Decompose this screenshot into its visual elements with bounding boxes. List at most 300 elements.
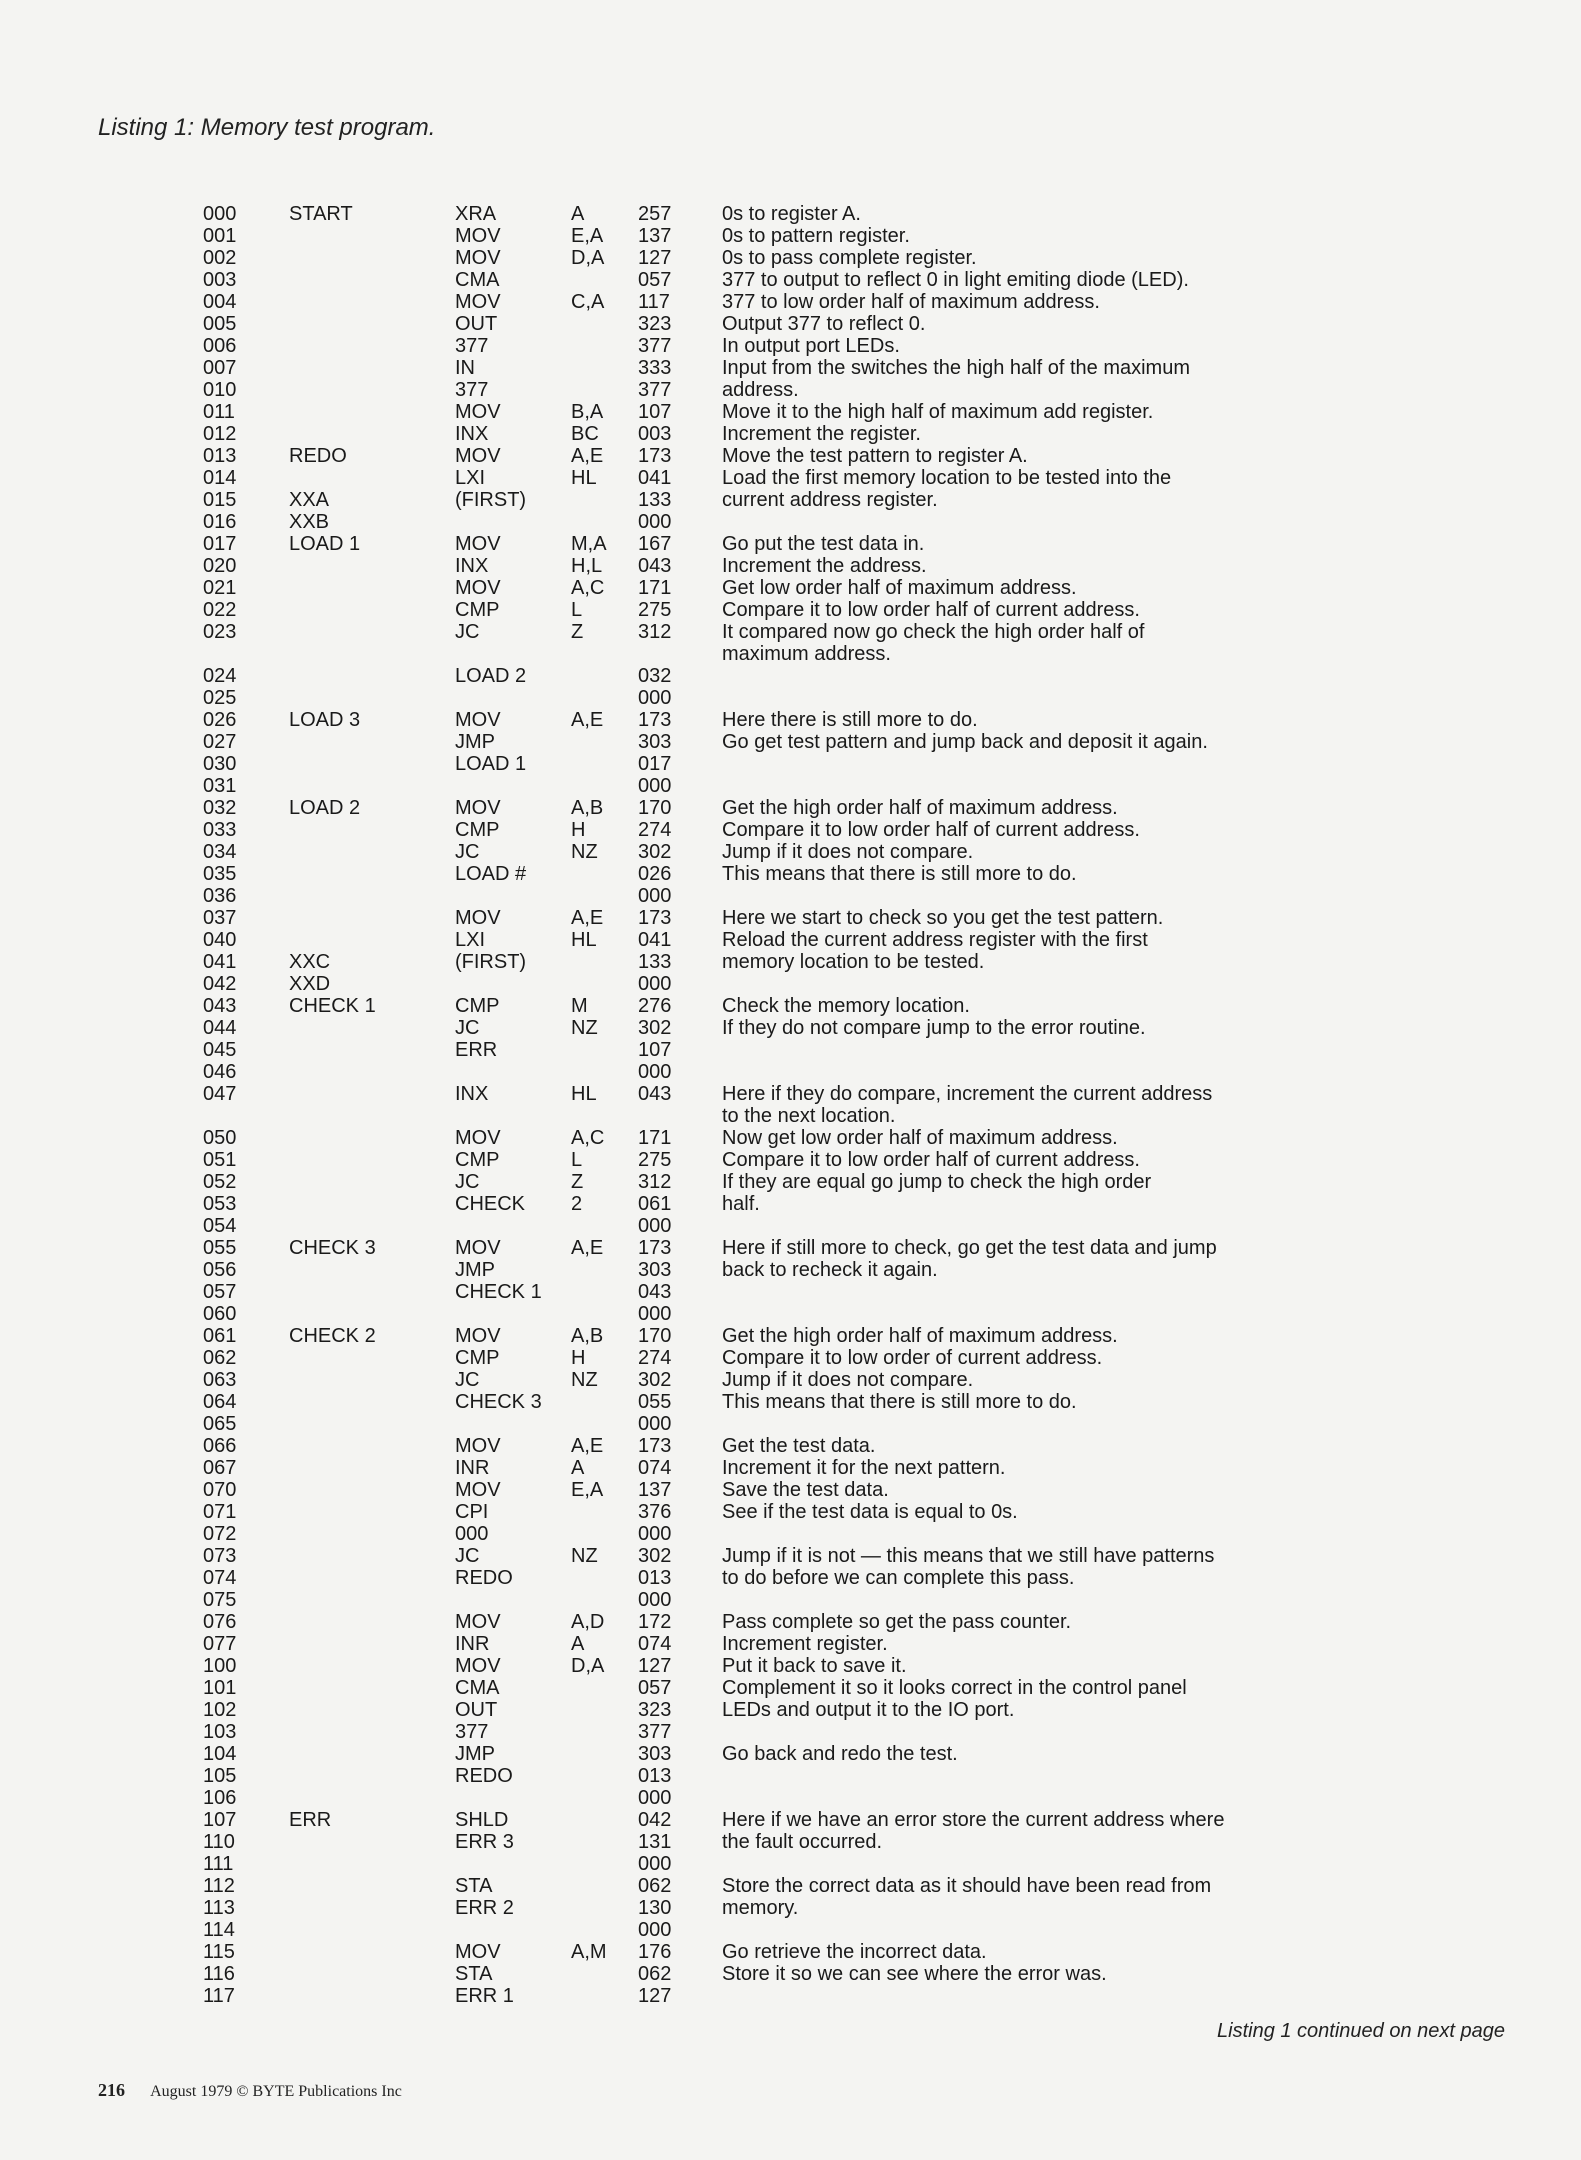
listing-comment: This means that there is still more to do. <box>722 863 1077 885</box>
listing-row <box>0 1127 1581 1149</box>
listing-address: 003 <box>203 269 237 291</box>
listing-opcode: INX <box>455 1083 489 1105</box>
listing-row <box>0 577 1581 599</box>
listing-octal-code: 133 <box>638 489 672 511</box>
listing-row <box>0 1743 1581 1765</box>
listing-opcode: STA <box>455 1875 493 1897</box>
listing-row <box>0 863 1581 885</box>
listing-opcode: LXI <box>455 467 486 489</box>
listing-row <box>0 379 1581 401</box>
listing-operand: A <box>571 1633 585 1655</box>
listing-address: 037 <box>203 907 237 929</box>
listing-octal-code: 173 <box>638 445 672 467</box>
listing-address: 020 <box>203 555 237 577</box>
listing-octal-code: 043 <box>638 1281 672 1303</box>
listing-comment: Compare it to low order half of current address. <box>722 819 1140 841</box>
listing-address: 102 <box>203 1699 237 1721</box>
listing-address: 024 <box>203 665 237 687</box>
listing-row <box>0 1589 1581 1611</box>
listing-opcode: LXI <box>455 929 486 951</box>
listing-address: 101 <box>203 1677 237 1699</box>
listing-row <box>0 533 1581 555</box>
listing-label: CHECK 3 <box>289 1237 376 1259</box>
listing-comment: Jump if it is not — this means that we still have patterns <box>722 1545 1215 1567</box>
listing-opcode: LOAD 1 <box>455 753 527 775</box>
listing-address: 042 <box>203 973 237 995</box>
listing-opcode: CMA <box>455 1677 500 1699</box>
listing-address: 063 <box>203 1369 237 1391</box>
listing-operand: A,B <box>571 1325 604 1347</box>
listing-opcode: MOV <box>455 1127 501 1149</box>
listing-row <box>0 885 1581 907</box>
listing-operand: HL <box>571 929 597 951</box>
listing-row <box>0 995 1581 1017</box>
listing-comment: Load the first memory location to be tested into the <box>722 467 1172 489</box>
listing-octal-code: 062 <box>638 1963 672 1985</box>
listing-row <box>0 643 1581 665</box>
listing-operand: A,C <box>571 577 605 599</box>
listing-comment: Go get test pattern and jump back and deposit it again. <box>722 731 1208 753</box>
listing-operand: L <box>571 599 583 621</box>
listing-operand: D,A <box>571 247 605 269</box>
listing-address: 006 <box>203 335 237 357</box>
listing-operand: E,A <box>571 1479 604 1501</box>
listing-address: 064 <box>203 1391 237 1413</box>
listing-comment: Increment it for the next pattern. <box>722 1457 1006 1479</box>
listing-row <box>0 1567 1581 1589</box>
listing-row <box>0 1941 1581 1963</box>
listing-octal-code: 000 <box>638 1919 672 1941</box>
listing-address: 022 <box>203 599 237 621</box>
listing-comment: Reload the current address register with the first <box>722 929 1148 951</box>
listing-opcode: JMP <box>455 1743 495 1765</box>
listing-opcode: CMP <box>455 819 500 841</box>
listing-comment: See if the test data is equal to 0s. <box>722 1501 1018 1523</box>
listing-address: 053 <box>203 1193 237 1215</box>
listing-comment: 377 to low order half of maximum address. <box>722 291 1100 313</box>
listing-opcode: LOAD # <box>455 863 527 885</box>
listing-address: 062 <box>203 1347 237 1369</box>
listing-opcode: MOV <box>455 709 501 731</box>
listing-octal-code: 003 <box>638 423 672 445</box>
listing-opcode: JC <box>455 1171 480 1193</box>
listing-address: 103 <box>203 1721 237 1743</box>
listing-row <box>0 225 1581 247</box>
listing-address: 061 <box>203 1325 237 1347</box>
listing-label: LOAD 3 <box>289 709 361 731</box>
listing-row <box>0 423 1581 445</box>
listing-caption: Listing 1: Memory test program. <box>98 114 436 141</box>
listing-row <box>0 1721 1581 1743</box>
listing-operand: NZ <box>571 841 598 863</box>
listing-opcode: CHECK <box>455 1193 526 1215</box>
listing-operand: A <box>571 1457 585 1479</box>
listing-address: 072 <box>203 1523 237 1545</box>
listing-label: LOAD 1 <box>289 533 361 555</box>
listing-row <box>0 1765 1581 1787</box>
listing-address: 115 <box>203 1941 235 1963</box>
listing-address: 034 <box>203 841 237 863</box>
listing-octal-code: 062 <box>638 1875 672 1897</box>
listing-row <box>0 1259 1581 1281</box>
listing-row <box>0 621 1581 643</box>
listing-address: 036 <box>203 885 237 907</box>
listing-comment: Increment the address. <box>722 555 927 577</box>
listing-address: 073 <box>203 1545 237 1567</box>
listing-octal-code: 302 <box>638 841 672 863</box>
listing-octal-code: 107 <box>638 401 672 423</box>
listing-octal-code: 303 <box>638 731 672 753</box>
listing-octal-code: 032 <box>638 665 672 687</box>
listing-opcode: INR <box>455 1457 490 1479</box>
listing-opcode: 377 <box>455 335 489 357</box>
listing-octal-code: 302 <box>638 1545 672 1567</box>
listing-octal-code: 376 <box>638 1501 672 1523</box>
page-footer <box>98 2080 402 2101</box>
listing-opcode: CMP <box>455 995 500 1017</box>
listing-address: 111 <box>203 1853 234 1875</box>
listing-comment: Compare it to low order of current address. <box>722 1347 1103 1369</box>
listing-address: 052 <box>203 1171 237 1193</box>
listing-comment: Pass complete so get the pass counter. <box>722 1611 1072 1633</box>
listing-row <box>0 1501 1581 1523</box>
listing-comment: Here we start to check so you get the test pattern. <box>722 907 1164 929</box>
listing-operand: C,A <box>571 291 605 313</box>
listing-row <box>0 753 1581 775</box>
listing-row <box>0 599 1581 621</box>
listing-octal-code: 000 <box>638 885 672 907</box>
listing-comment: Go back and redo the test. <box>722 1743 958 1765</box>
listing-row <box>0 1325 1581 1347</box>
listing-operand: NZ <box>571 1545 598 1567</box>
listing-comment: Save the test data. <box>722 1479 889 1501</box>
listing-opcode: ERR <box>455 1039 498 1061</box>
listing-opcode: REDO <box>455 1567 513 1589</box>
listing-row <box>0 1281 1581 1303</box>
listing-octal-code: 117 <box>638 291 670 313</box>
listing-opcode: JC <box>455 1545 480 1567</box>
listing-opcode: MOV <box>455 1941 501 1963</box>
listing-row <box>0 951 1581 973</box>
listing-label: START <box>289 203 353 225</box>
listing-opcode: OUT <box>455 313 498 335</box>
listing-label: REDO <box>289 445 347 467</box>
listing-operand: E,A <box>571 225 604 247</box>
listing-address: 041 <box>203 951 237 973</box>
listing-opcode: (FIRST) <box>455 951 527 973</box>
listing-opcode: MOV <box>455 1237 501 1259</box>
listing-address: 067 <box>203 1457 237 1479</box>
listing-comment: 0s to register A. <box>722 203 861 225</box>
listing-row <box>0 401 1581 423</box>
listing-comment: Here there is still more to do. <box>722 709 978 731</box>
listing-octal-code: 000 <box>638 1523 672 1545</box>
listing-comment: the fault occurred. <box>722 1831 883 1853</box>
listing-opcode: CMP <box>455 1149 500 1171</box>
listing-opcode: MOV <box>455 533 501 555</box>
listing-octal-code: 133 <box>638 951 672 973</box>
listing-address: 017 <box>203 533 237 555</box>
listing-opcode: MOV <box>455 291 501 313</box>
listing-opcode: MOV <box>455 225 501 247</box>
listing-address: 100 <box>203 1655 237 1677</box>
listing-octal-code: 043 <box>638 1083 672 1105</box>
listing-address: 000 <box>203 203 237 225</box>
listing-octal-code: 055 <box>638 1391 672 1413</box>
listing-octal-code: 000 <box>638 1853 672 1875</box>
listing-comment: If they are equal go jump to check the high order <box>722 1171 1152 1193</box>
listing-octal-code: 312 <box>638 621 672 643</box>
listing-opcode: ERR 3 <box>455 1831 514 1853</box>
listing-operand: A,C <box>571 1127 605 1149</box>
listing-address: 056 <box>203 1259 237 1281</box>
listing-octal-code: 000 <box>638 1303 672 1325</box>
listing-opcode: MOV <box>455 797 501 819</box>
listing-row <box>0 665 1581 687</box>
listing-opcode: JMP <box>455 1259 495 1281</box>
listing-octal-code: 074 <box>638 1457 672 1479</box>
listing-address: 025 <box>203 687 237 709</box>
listing-address: 001 <box>203 225 237 247</box>
listing-address: 007 <box>203 357 237 379</box>
listing-address: 070 <box>203 1479 237 1501</box>
listing-comment: Here if we have an error store the current address where <box>722 1809 1225 1831</box>
listing-opcode: JC <box>455 841 480 863</box>
listing-address: 077 <box>203 1633 237 1655</box>
listing-address: 117 <box>203 1985 235 2007</box>
listing-comment: Compare it to low order half of current address. <box>722 599 1140 621</box>
listing-comment: If they do not compare jump to the error routine. <box>722 1017 1146 1039</box>
listing-comment: to do before we can complete this pass. <box>722 1567 1075 1589</box>
listing-row <box>0 1193 1581 1215</box>
listing-opcode: MOV <box>455 577 501 599</box>
listing-octal-code: 333 <box>638 357 672 379</box>
listing-octal-code: 000 <box>638 1787 672 1809</box>
listing-operand: NZ <box>571 1369 598 1391</box>
listing-operand: NZ <box>571 1017 598 1039</box>
listing-comment: Check the memory location. <box>722 995 970 1017</box>
listing-octal-code: 173 <box>638 907 672 929</box>
listing-row <box>0 1369 1581 1391</box>
listing-address: 066 <box>203 1435 237 1457</box>
listing-comment: Here if still more to check, go get the test data and jump <box>722 1237 1217 1259</box>
listing-address: 026 <box>203 709 237 731</box>
listing-address: 116 <box>203 1963 235 1985</box>
listing-octal-code: 130 <box>638 1897 672 1919</box>
listing-operand: HL <box>571 1083 597 1105</box>
listing-comment: Store it so we can see where the error was. <box>722 1963 1107 1985</box>
listing-row <box>0 1083 1581 1105</box>
listing-octal-code: 173 <box>638 709 672 731</box>
listing-opcode: 377 <box>455 379 489 401</box>
listing-comment: Get low order half of maximum address. <box>722 577 1077 599</box>
listing-octal-code: 127 <box>638 1655 672 1677</box>
listing-address: 113 <box>203 1897 235 1919</box>
listing-address: 057 <box>203 1281 237 1303</box>
listing-row <box>0 1061 1581 1083</box>
continued-note: Listing 1 continued on next page <box>1217 2020 1505 2042</box>
listing-octal-code: 041 <box>638 467 672 489</box>
listing-address: 043 <box>203 995 237 1017</box>
listing-operand: 2 <box>571 1193 583 1215</box>
listing-row <box>0 489 1581 511</box>
listing-row <box>0 269 1581 291</box>
listing-operand: A,B <box>571 797 604 819</box>
listing-row <box>0 841 1581 863</box>
listing-comment: Get the high order half of maximum address. <box>722 1325 1118 1347</box>
listing-address: 065 <box>203 1413 237 1435</box>
listing-opcode: MOV <box>455 907 501 929</box>
listing-octal-code: 303 <box>638 1743 672 1765</box>
listing-operand: M <box>571 995 588 1017</box>
listing-row <box>0 1237 1581 1259</box>
listing-opcode: CMA <box>455 269 500 291</box>
listing-address: 014 <box>203 467 237 489</box>
listing-octal-code: 043 <box>638 555 672 577</box>
listing-label: XXB <box>289 511 330 533</box>
listing-row <box>0 1633 1581 1655</box>
listing-row <box>0 1215 1581 1237</box>
listing-row <box>0 1831 1581 1853</box>
listing-opcode: CHECK 1 <box>455 1281 542 1303</box>
listing-octal-code: 000 <box>638 1413 672 1435</box>
listing-comment: to the next location. <box>722 1105 896 1127</box>
listing-comment: Jump if it does not compare. <box>722 1369 974 1391</box>
listing-comment: Store the correct data as it should have been read from <box>722 1875 1212 1897</box>
listing-address: 012 <box>203 423 237 445</box>
listing-opcode: JC <box>455 1017 480 1039</box>
listing-address: 044 <box>203 1017 237 1039</box>
listing-comment: Compare it to low order half of current address. <box>722 1149 1140 1171</box>
listing-octal-code: 274 <box>638 819 672 841</box>
listing-opcode: INX <box>455 555 489 577</box>
listing-opcode: (FIRST) <box>455 489 527 511</box>
listing-operand: Z <box>571 1171 584 1193</box>
listing-comment: 0s to pattern register. <box>722 225 910 247</box>
listing-octal-code: 172 <box>638 1611 672 1633</box>
listing-octal-code: 061 <box>638 1193 672 1215</box>
listing-row <box>0 203 1581 225</box>
listing-octal-code: 170 <box>638 797 672 819</box>
listing-row <box>0 1897 1581 1919</box>
listing-address: 010 <box>203 379 237 401</box>
listing-comment: address. <box>722 379 799 401</box>
listing-address: 112 <box>203 1875 235 1897</box>
listing-address: 030 <box>203 753 237 775</box>
listing-row <box>0 1303 1581 1325</box>
listing-comment: Complement it so it looks correct in the control panel <box>722 1677 1187 1699</box>
listing-address: 013 <box>203 445 237 467</box>
listing-row <box>0 709 1581 731</box>
listing-opcode: MOV <box>455 247 501 269</box>
listing-octal-code: 377 <box>638 379 672 401</box>
listing-opcode: XRA <box>455 203 497 225</box>
listing-row <box>0 731 1581 753</box>
listing-comment: Go put the test data in. <box>722 533 925 555</box>
listing-opcode: CPI <box>455 1501 489 1523</box>
listing-address: 055 <box>203 1237 237 1259</box>
listing-row <box>0 291 1581 313</box>
listing-octal-code: 276 <box>638 995 672 1017</box>
listing-comment: Go retrieve the incorrect data. <box>722 1941 987 1963</box>
listing-row <box>0 1171 1581 1193</box>
listing-octal-code: 171 <box>638 577 672 599</box>
listing-comment: 377 to output to reflect 0 in light emiting diode (LED). <box>722 269 1189 291</box>
listing-row <box>0 1435 1581 1457</box>
listing-octal-code: 000 <box>638 775 672 797</box>
listing-opcode: MOV <box>455 401 501 423</box>
listing-row <box>0 1611 1581 1633</box>
listing-row <box>0 1545 1581 1567</box>
listing-label: XXC <box>289 951 331 973</box>
listing-octal-code: 042 <box>638 1809 672 1831</box>
listing-operand: H <box>571 819 586 841</box>
listing-opcode: ERR 2 <box>455 1897 514 1919</box>
listing-octal-code: 173 <box>638 1237 672 1259</box>
listing-octal-code: 257 <box>638 203 672 225</box>
listing-address: 016 <box>203 511 237 533</box>
listing-operand: BC <box>571 423 599 445</box>
listing-opcode: STA <box>455 1963 493 1985</box>
listing-row <box>0 1457 1581 1479</box>
listing-row <box>0 687 1581 709</box>
listing-comment: Get the test data. <box>722 1435 876 1457</box>
listing-octal-code: 170 <box>638 1325 672 1347</box>
listing-octal-code: 274 <box>638 1347 672 1369</box>
listing-label: CHECK 2 <box>289 1325 376 1347</box>
listing-address: 005 <box>203 313 237 335</box>
listing-opcode: JMP <box>455 731 495 753</box>
listing-octal-code: 323 <box>638 1699 672 1721</box>
listing-label: XXA <box>289 489 330 511</box>
listing-operand: Z <box>571 621 584 643</box>
listing-row <box>0 819 1581 841</box>
listing-address: 027 <box>203 731 237 753</box>
listing-address: 060 <box>203 1303 237 1325</box>
listing-row <box>0 1787 1581 1809</box>
listing-octal-code: 302 <box>638 1017 672 1039</box>
listing-address: 015 <box>203 489 237 511</box>
listing-row <box>0 1479 1581 1501</box>
listing-row <box>0 1039 1581 1061</box>
listing-octal-code: 013 <box>638 1765 672 1787</box>
listing-operand: A,E <box>571 1435 604 1457</box>
listing-opcode: MOV <box>455 1325 501 1347</box>
listing-opcode: LOAD 2 <box>455 665 527 687</box>
listing-comment: half. <box>722 1193 760 1215</box>
listing-operand: D,A <box>571 1655 605 1677</box>
listing-address: 106 <box>203 1787 237 1809</box>
listing-opcode: MOV <box>455 1611 501 1633</box>
listing-row <box>0 797 1581 819</box>
listing-row <box>0 555 1581 577</box>
listing-octal-code: 127 <box>638 247 672 269</box>
listing-operand: B,A <box>571 401 604 423</box>
program-listing <box>0 203 1581 2007</box>
listing-address: 023 <box>203 621 237 643</box>
listing-operand: A,E <box>571 445 604 467</box>
listing-comment: Jump if it does not compare. <box>722 841 974 863</box>
listing-address: 104 <box>203 1743 237 1765</box>
listing-octal-code: 377 <box>638 1721 672 1743</box>
listing-address: 107 <box>203 1809 237 1831</box>
listing-address: 011 <box>203 401 235 423</box>
listing-opcode: INX <box>455 423 489 445</box>
listing-row <box>0 1149 1581 1171</box>
listing-opcode: IN <box>455 357 475 379</box>
listing-comment: Move it to the high half of maximum add register. <box>722 401 1154 423</box>
listing-opcode: REDO <box>455 1765 513 1787</box>
